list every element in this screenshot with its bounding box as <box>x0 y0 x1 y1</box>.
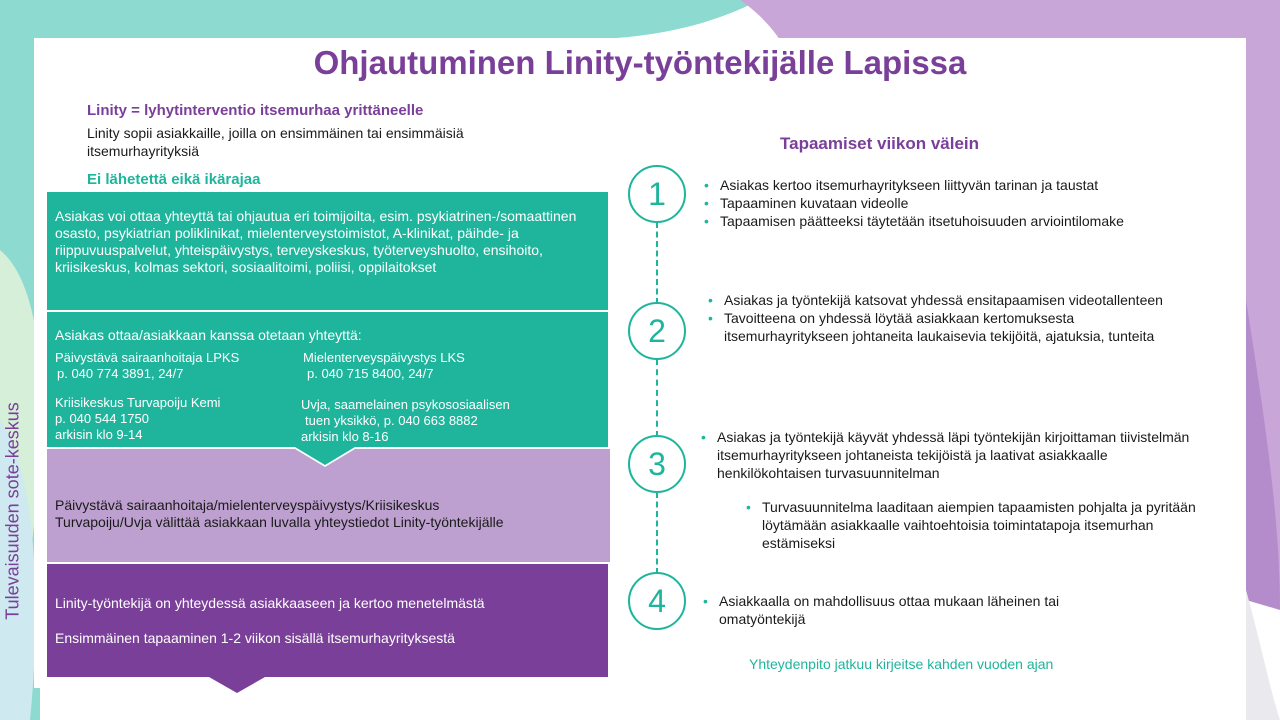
step-2-bullets <box>704 291 1184 345</box>
contact-kriisikeskus: Kriisikeskus Turvapoiju Kemi p. 040 544 1750 arkisin klo 9-14 <box>55 395 221 442</box>
meetings-heading: Tapaamiset viikon välein <box>780 134 980 153</box>
timeline-connector <box>656 492 658 574</box>
timeline-connector <box>656 222 658 304</box>
list-item: • Tapaaminen kuvataan videolle <box>700 194 1190 212</box>
list-item: • Tapaamisen päätteeksi täytetään itsetuhoisuuden arviointilomake <box>700 212 1190 230</box>
flow-box-2-heading: Asiakas ottaa/asiakkaan kanssa otetaan yhteyttä: <box>55 327 362 343</box>
step-3-bullets <box>697 428 1202 482</box>
step-number-3: 3 <box>628 435 686 493</box>
flow-box-4 <box>47 564 608 693</box>
contact-uvja: Uvja, saamelainen psykososiaalisen tuen yksikkö, p. 040 663 8882 arkisin klo 8-16 <box>301 397 510 444</box>
linity-description: Linity sopii asiakkaille, joilla on ensimmäinen tai ensimmäisiä itsemurhayrityksiä <box>87 125 464 159</box>
list-item: • Asiakas kertoo itsemurhayritykseen liittyvän tarinan ja taustat <box>700 176 1190 194</box>
step-number-2: 2 <box>628 302 686 360</box>
linity-definition: Linity = lyhytinterventio itsemurhaa yrittäneelle <box>87 102 424 119</box>
flow-box-3-text: Päivystävä sairaanhoitaja/mielenterveyspäivystys/Kriisikeskus Turvapoiju/Uvja välittää asiakkaan luvalla yhteystiedot Linity-työntekijälle <box>55 497 504 530</box>
step-3-sub-bullets <box>742 498 1212 552</box>
list-item: • Asiakas ja työntekijä katsovat yhdessä ensitapaamisen videotallenteen <box>704 291 1184 309</box>
flow-box-4-line-2: Ensimmäinen tapaaminen 1-2 viikon sisällä itsemurhayrityksestä <box>55 630 455 646</box>
contact-lpks: Päivystävä sairaanhoitaja LPKS p. 040 774 3891, 24/7 <box>55 350 240 381</box>
timeline-connector <box>656 359 658 437</box>
step-4-bullets <box>699 592 1149 628</box>
page-title: Ohjautuminen Linity-työntekijälle Lapissa <box>313 44 967 81</box>
list-item: • Tavoitteena on yhdessä löytää asiakkaan kertomuksesta itsemurhayritykseen johtaneita laukaisevia tekijöitä, ajatuksia, tunteita <box>704 309 1184 345</box>
flow-box-1-text: Asiakas voi ottaa yhteyttä tai ohjautua eri toimijoilta, esim. psykiatrinen-/somaattinen osasto, psykiatrian poliklinikat, mielenterveystoimistot, A-klinikat, päihde- ja riippuvuuspalvelut, yhteispäivystys, terveyskeskus, työterveyshuolto, ensihoito, kriisikeskus, kolmas sektori, sosiaalitoimi, poliisi, oppilaitokset <box>55 208 577 275</box>
step-number-1: 1 <box>628 165 686 223</box>
contact-lks: Mielenterveyspäivystys LKS p. 040 715 8400, 24/7 <box>303 350 465 381</box>
list-item: • Asiakas ja työntekijä käyvät yhdessä läpi työntekijän kirjoittaman tiivistelmän itsemurhayritykseen johtaneista tekijöistä ja laativat asiakkaalle henkilökohtaisen turvasuunnitelman <box>697 428 1202 482</box>
follow-up-note: Yhteydenpito jatkuu kirjeitse kahden vuoden ajan <box>749 656 1054 672</box>
side-label: Tulevaisuuden sote-keskus <box>2 402 23 620</box>
list-item: • Turvasuunnitelma laaditaan aiempien tapaamisten pohjalta ja pyritään löytämään asiakkaalle vaihtoehtoisia toimintatapoja itsemurhan estämiseksi <box>742 498 1212 552</box>
list-item: • Asiakkaalla on mahdollisuus ottaa mukaan läheinen tai omatyöntekijä <box>699 592 1149 628</box>
step-number-4: 4 <box>628 572 686 630</box>
flow-box-4-line-1: Linity-työntekijä on yhteydessä asiakkaaseen ja kertoo menetelmästä <box>55 595 485 611</box>
step-1-bullets <box>700 176 1190 230</box>
no-referral-note: Ei lähetettä eikä ikärajaa <box>87 171 261 188</box>
